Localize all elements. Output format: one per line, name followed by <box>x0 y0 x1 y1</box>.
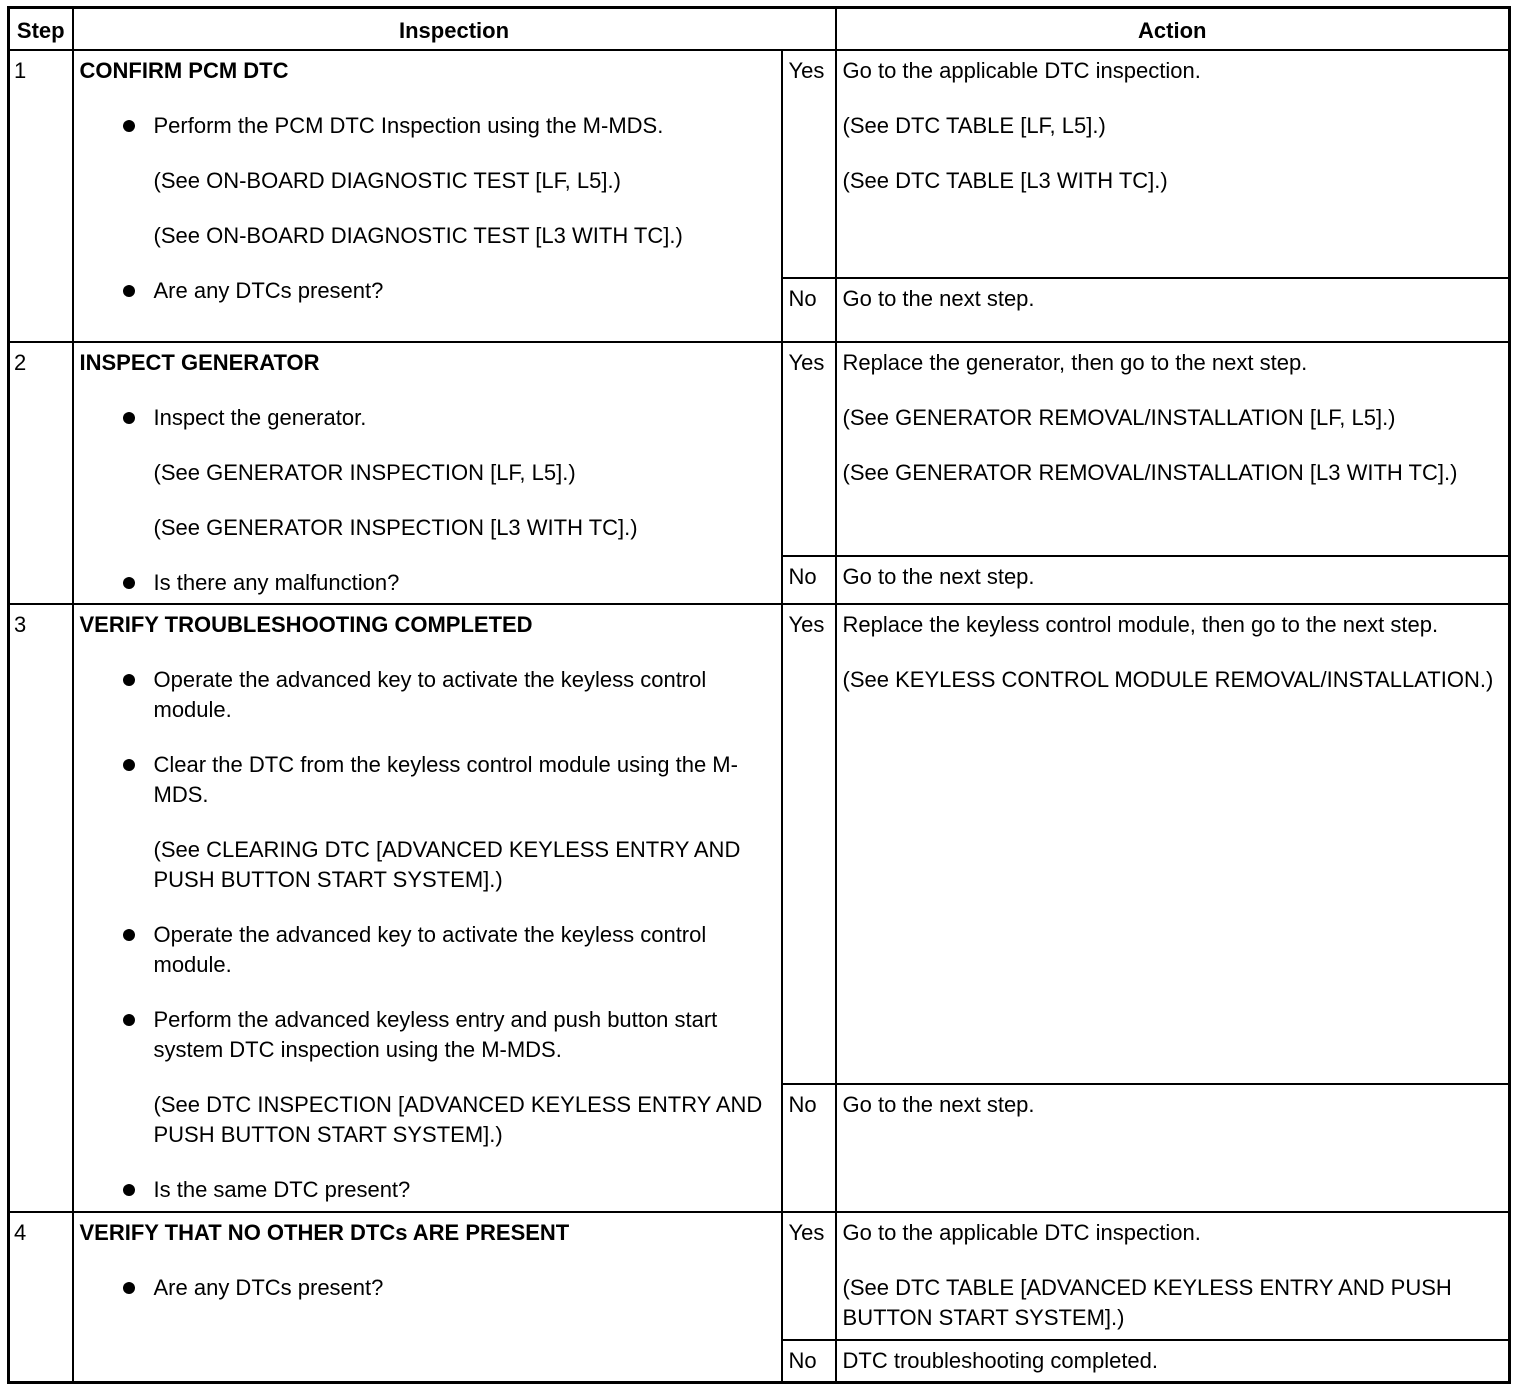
yes-label: Yes <box>782 50 836 278</box>
step-4-yes-row <box>9 1212 1510 1340</box>
step-1-inspection <box>73 50 782 342</box>
step-4-inspection <box>73 1212 782 1383</box>
no-label: No <box>782 556 836 604</box>
step-3-inspection <box>73 604 782 1212</box>
action-text: Go to the next step. <box>842 1092 1035 1117</box>
action-text: Replace the keyless control module, then go to the next step. <box>842 612 1439 637</box>
step-2-yes-row <box>9 342 1510 556</box>
no-action <box>836 278 1510 342</box>
step-title: VERIFY TROUBLESHOOTING COMPLETED <box>79 612 533 637</box>
reference-link[interactable]: (See DTC TABLE [L3 WITH TC].) <box>842 168 1168 193</box>
step-number: 3 <box>9 604 73 1212</box>
reference-link[interactable]: (See GENERATOR INSPECTION [LF, L5].) <box>153 460 576 485</box>
no-action <box>836 556 1510 604</box>
no-action <box>836 1340 1510 1383</box>
step-number: 2 <box>9 342 73 604</box>
bullet-item: Are any DTCs present? <box>80 1273 775 1303</box>
step-title: CONFIRM PCM DTC <box>79 58 289 83</box>
step-number: 4 <box>9 1212 73 1383</box>
yes-action <box>836 1212 1510 1340</box>
reference-link[interactable]: (See KEYLESS CONTROL MODULE REMOVAL/INSTALLATION.) <box>842 667 1494 692</box>
yes-action <box>836 604 1510 1084</box>
yes-action <box>836 50 1510 278</box>
step-3-yes-row <box>9 604 1510 1084</box>
no-label: No <box>782 1084 836 1212</box>
step-1-yes-row <box>9 50 1510 278</box>
bullet-item: Are any DTCs present? <box>80 276 775 306</box>
reference-link[interactable]: (See GENERATOR REMOVAL/INSTALLATION [LF, L5].) <box>842 405 1396 430</box>
reference-link[interactable]: (See ON-BOARD DIAGNOSTIC TEST [L3 WITH TC].) <box>153 223 683 248</box>
no-label: No <box>782 278 836 342</box>
yes-action <box>836 342 1510 556</box>
reference-link[interactable]: (See DTC TABLE [ADVANCED KEYLESS ENTRY AND PUSH BUTTON START SYSTEM].) <box>842 1275 1452 1330</box>
step-title: INSPECT GENERATOR <box>79 350 320 375</box>
yes-label: Yes <box>782 342 836 556</box>
bullet-item: Operate the advanced key to activate the keyless control module. <box>80 920 775 980</box>
bullet-item: Inspect the generator. <box>80 403 775 433</box>
header-action: Action <box>836 8 1510 51</box>
step-number: 1 <box>9 50 73 342</box>
reference-link[interactable]: (See DTC TABLE [LF, L5].) <box>842 113 1106 138</box>
dtc-troubleshooting-table <box>7 6 1511 1384</box>
header-inspection: Inspection <box>73 8 836 51</box>
header-step: Step <box>9 8 73 51</box>
header-row <box>9 8 1510 51</box>
no-action <box>836 1084 1510 1212</box>
reference-link[interactable]: (See ON-BOARD DIAGNOSTIC TEST [LF, L5].) <box>153 168 621 193</box>
bullet-item: Clear the DTC from the keyless control module using the M-MDS. <box>80 750 775 810</box>
yes-label: Yes <box>782 604 836 1084</box>
bullet-item: Perform the PCM DTC Inspection using the M-MDS. <box>80 111 775 141</box>
bullet-item: Perform the advanced keyless entry and push button start system DTC inspection using the M-MDS. <box>80 1005 775 1065</box>
reference-link[interactable]: (See DTC INSPECTION [ADVANCED KEYLESS ENTRY AND PUSH BUTTON START SYSTEM].) <box>153 1092 763 1147</box>
action-text: Go to the next step. <box>842 286 1035 311</box>
bullet-item: Is the same DTC present? <box>80 1175 775 1205</box>
reference-link[interactable]: (See GENERATOR REMOVAL/INSTALLATION [L3 WITH TC].) <box>842 460 1458 485</box>
action-text: Go to the applicable DTC inspection. <box>842 58 1201 83</box>
action-text: Go to the next step. <box>842 564 1035 589</box>
step-title: VERIFY THAT NO OTHER DTCs ARE PRESENT <box>79 1220 570 1245</box>
yes-label: Yes <box>782 1212 836 1340</box>
reference-link[interactable]: (See CLEARING DTC [ADVANCED KEYLESS ENTRY AND PUSH BUTTON START SYSTEM].) <box>153 837 741 892</box>
action-text: DTC troubleshooting completed. <box>842 1348 1159 1373</box>
bullet-item: Operate the advanced key to activate the keyless control module. <box>80 665 775 725</box>
step-2-inspection <box>73 342 782 604</box>
reference-link[interactable]: (See GENERATOR INSPECTION [L3 WITH TC].) <box>153 515 638 540</box>
action-text: Go to the applicable DTC inspection. <box>842 1220 1201 1245</box>
bullet-item: Is there any malfunction? <box>80 568 775 598</box>
no-label: No <box>782 1340 836 1383</box>
action-text: Replace the generator, then go to the next step. <box>842 350 1308 375</box>
